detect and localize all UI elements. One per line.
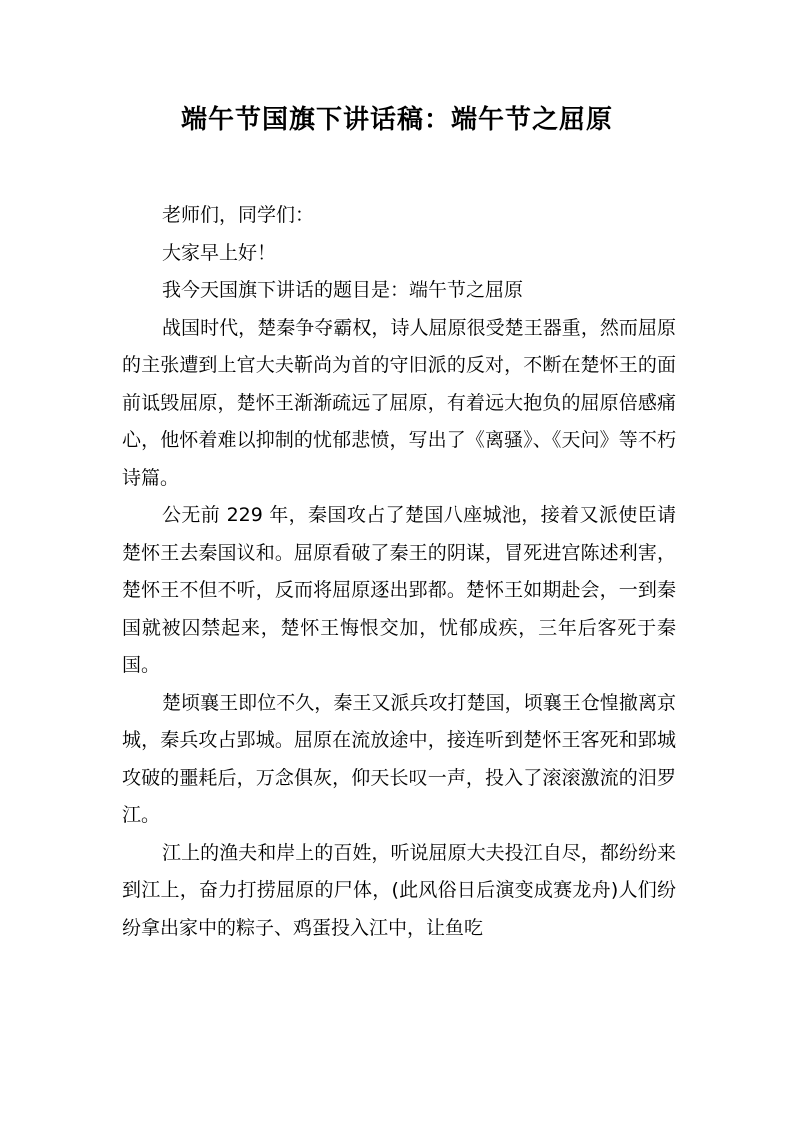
greeting: 大家早上好！	[162, 241, 277, 264]
topic-line: 我今天国旗下讲话的题目是：端午节之屈原	[162, 279, 524, 301]
paragraph: 江上的渔夫和岸上的百姓，听说屈原大夫投江自尽，都纷纷来到江上，奋力打捞屈原的尸体，(此风俗日后演变成赛龙舟)人们纷纷拿出家中的粽子、鸡蛋投入江中，让鱼吃	[122, 841, 676, 939]
paragraph: 楚顷襄王即位不久，秦王又派兵攻打楚国，顷襄王仓惶撤离京城，秦兵攻占郢城。屈原在流放途中，接连听到楚怀王客死和郢城攻破的噩耗后，万念俱灰，仰天长叹一声，投入了滚滚激流的汨罗江。	[122, 691, 676, 826]
paragraph: 战国时代，楚秦争夺霸权，诗人屈原很受楚王器重，然而屈原的主张遭到上官大夫靳尚为首的守旧派的反对，不断在楚怀王的面前诋毁屈原，楚怀王渐渐疏远了屈原，有着远大抱负的屈原倍感痛心，他怀着难以抑制的忧郁悲愤，写出了《离骚》、《天问》等不朽诗篇。	[122, 316, 676, 489]
document-body	[122, 197, 676, 947]
paragraph: 公无前 229 年，秦国攻占了楚国八座城池，接着又派使臣请楚怀王去秦国议和。屈原看破了秦王的阴谋，冒死进宫陈述利害，楚怀王不但不听，反而将屈原逐出郢都。楚怀王如期赴会，一到秦国就被囚禁起来，楚怀王悔恨交加，忧郁成疾，三年后客死于秦国。	[122, 504, 676, 676]
salutation: 老师们，同学们：	[162, 204, 315, 226]
document-title: 端午节国旗下讲话稿：端午节之屈原	[180, 105, 613, 135]
